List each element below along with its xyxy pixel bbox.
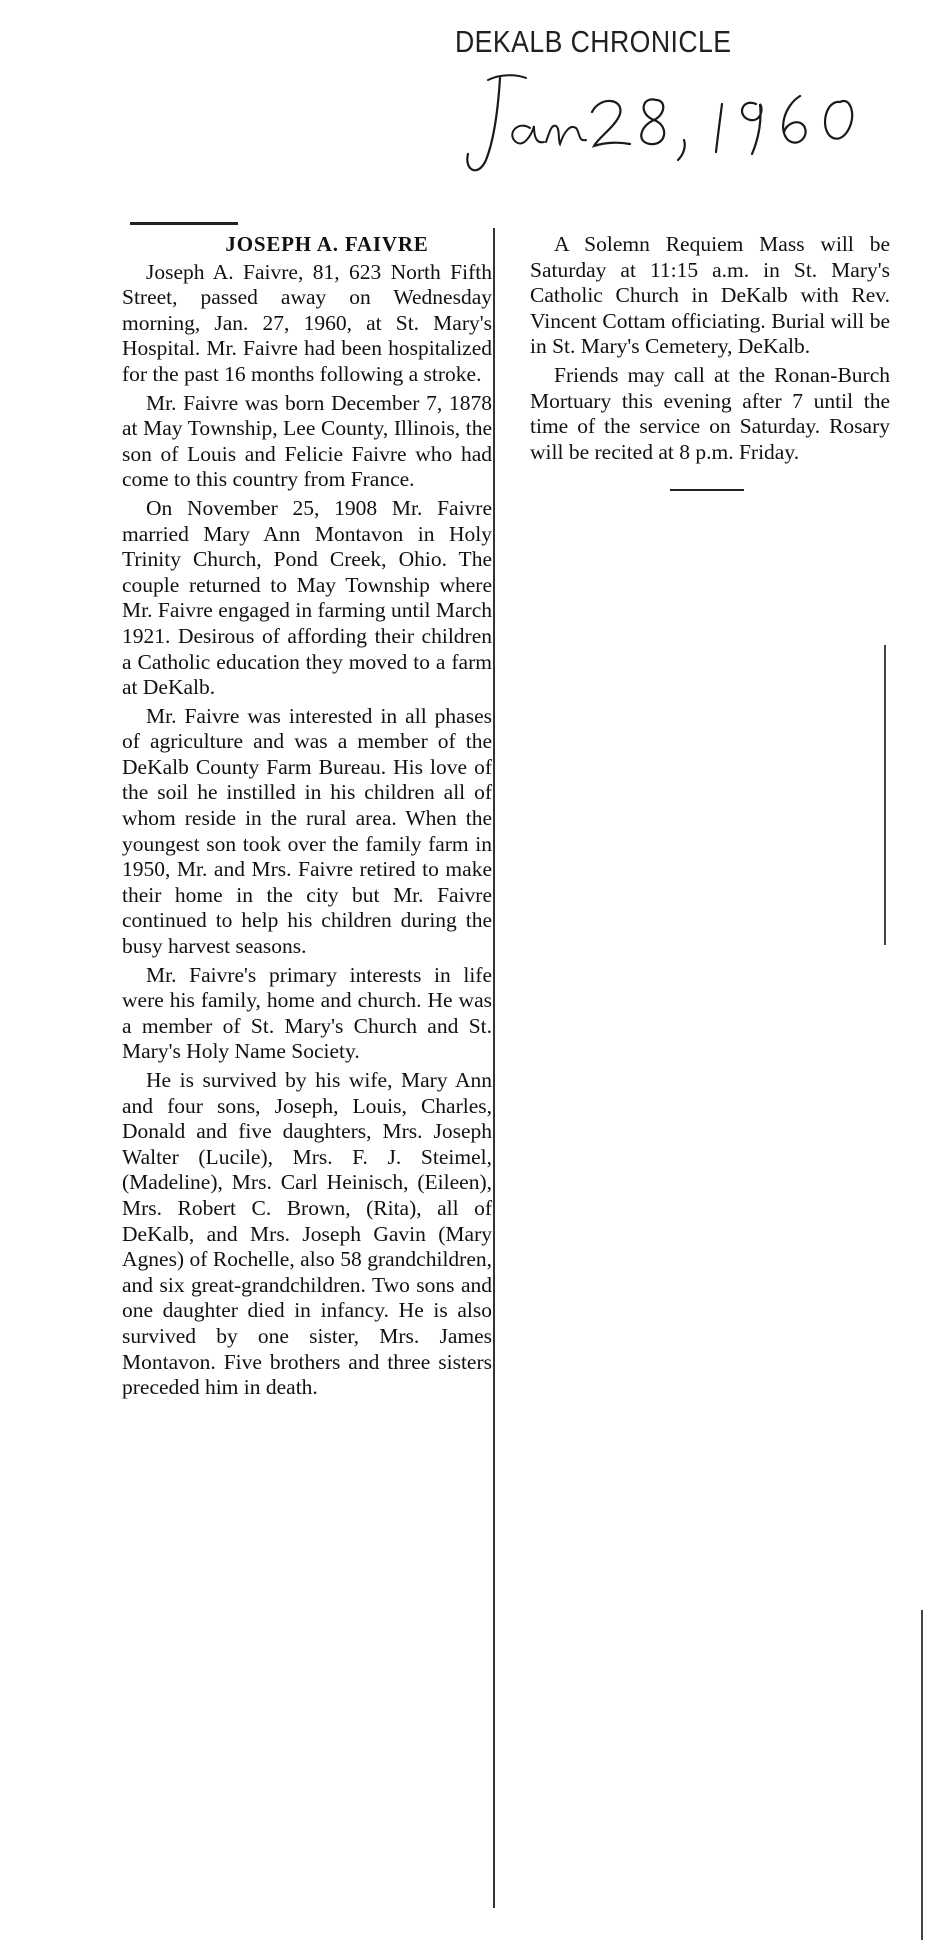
paragraph-funeral-mass: A Solemn Requiem Mass will be Saturday at 11:15 a.m. in St. Mary's Catholic Church in DeKalb with Rev. Vincent Cottam officiating. Burial will be in St. Mary's Cemetery, DeKalb.: [530, 232, 890, 359]
paragraph-birth: Mr. Faivre was born December 7, 1878 at May Township, Lee County, Illinois, the son of Louis and Felicie Faivre who had come to this country from France.: [122, 390, 492, 492]
newspaper-source-stamp: DEKALB CHRONICLE: [455, 24, 732, 59]
clipping-edge-line: [884, 645, 886, 945]
paragraph-visitation: Friends may call at the Ronan-Burch Mortuary this evening after 7 until the time of the service on Saturday. Rosary will be recited at 8 p.m. Friday.: [530, 362, 890, 464]
article-right-column: [530, 232, 890, 491]
headline-top-rule: [130, 222, 238, 225]
column-divider: [493, 228, 495, 1908]
paragraph-marriage: On November 25, 1908 Mr. Faivre married Mary Ann Montavon in Holy Trinity Church, Pond Creek, Ohio. The couple returned to May Township where Mr. Faivre engaged in farming until March 1921. Desirous of affording their children a Catholic education they moved to a farm at DeKalb.: [122, 495, 492, 700]
paragraph-death-notice: Joseph A. Faivre, 81, 623 North Fifth Street, passed away on Wednesday morning, Jan. 27, 1960, at St. Mary's Hospital. Mr. Faivre had been hospitalized for the past 16 months following a stroke.: [122, 259, 492, 386]
article-headline: JOSEPH A. FAIVRE: [225, 232, 429, 256]
article-left-column: [122, 232, 492, 1404]
paragraph-agriculture: Mr. Faivre was interested in all phases of agriculture and was a member of the DeKalb County Farm Bureau. His love of the soil he instilled in his children all of whom reside in the rural area. When the youngest son took over the family farm in 1950, Mr. and Mrs. Faivre retired to make their home in the city but Mr. Faivre continued to help his children during the busy harvest seasons.: [122, 703, 492, 959]
article-end-rule: [670, 489, 744, 491]
paragraph-survivors: He is survived by his wife, Mary Ann and four sons, Joseph, Louis, Charles, Donald and five daughters, Mrs. Joseph Walter (Lucile), Mrs. F. J. Steimel, (Madeline), Mrs. Carl Heinisch, (Eileen), Mrs. Robert C. Brown, (Rita), all of DeKalb, and Mrs. Joseph Gavin (Mary Agnes) of Rochelle, also 58 grandchildren, and six great-grandchildren. Two sons and one daughter died in infancy. He is also survived by one sister, Mrs. James Montavon. Five brothers and three sisters preceded him in death.: [122, 1068, 492, 1400]
handwritten-date: [460, 70, 880, 180]
paragraph-interests: Mr. Faivre's primary interests in life were his family, home and church. He was a member of St. Mary's Church and St. Mary's Holy Name Society.: [122, 962, 492, 1064]
clipping-edge-line-lower: [921, 1610, 923, 1940]
